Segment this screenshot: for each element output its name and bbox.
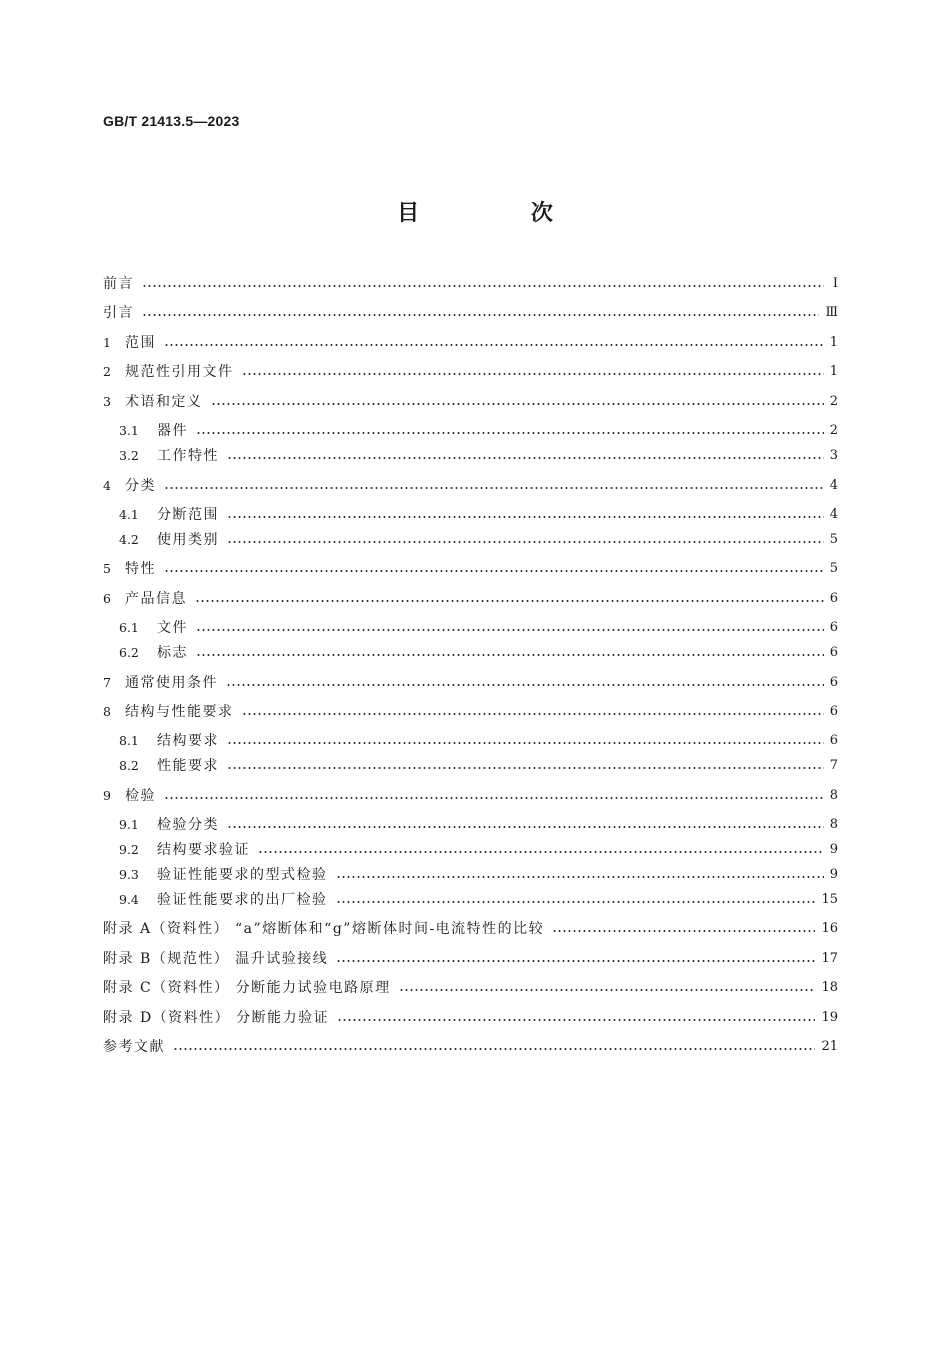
toc-entry[interactable] [103, 587, 838, 611]
toc-entry[interactable] [119, 863, 838, 887]
toc-entry-label: 产品信息 [125, 591, 187, 607]
toc-leader-dots [227, 826, 824, 828]
toc-entry-number: 4.2 [119, 532, 139, 547]
toc-entry-label: 验证性能要求的型式检验 [157, 867, 328, 883]
toc-leader-dots [337, 1019, 815, 1021]
toc-leader-dots [552, 930, 815, 932]
toc-entry-page: 6 [829, 591, 838, 606]
toc-entry[interactable] [103, 700, 838, 724]
toc-entry-label: 分断范围 [157, 507, 219, 523]
toc-entry[interactable] [119, 419, 838, 443]
toc-entry-page: 9 [829, 867, 838, 882]
toc-entry[interactable] [103, 671, 838, 695]
toc-entry-label: 文件 [157, 620, 188, 636]
toc-leader-dots [196, 654, 824, 656]
toc-entry-label: 术语和定义 [125, 394, 203, 410]
toc-leader-dots [242, 373, 824, 375]
toc-entry-page: 15 [821, 892, 838, 907]
toc-entry-page: 2 [829, 423, 838, 438]
toc-leader-dots [142, 285, 824, 287]
toc-leader-dots [195, 600, 824, 602]
toc-entry-label: 使用类别 [157, 532, 219, 548]
toc-leader-dots [227, 457, 824, 459]
toc-leader-dots [227, 767, 824, 769]
toc-leader-dots [399, 989, 816, 991]
toc-entry-page: 19 [821, 1010, 838, 1025]
toc-leader-dots [164, 570, 824, 572]
toc-entry-page: 6 [829, 704, 838, 719]
toc-leader-dots [227, 516, 824, 518]
toc-entry[interactable] [103, 360, 838, 384]
toc-entry[interactable] [119, 503, 838, 527]
toc-leader-dots [196, 629, 824, 631]
toc-entry-label: 附录 B（规范性） 温升试验接线 [103, 951, 329, 967]
toc-entry-label: 规范性引用文件 [125, 364, 234, 380]
toc-entry-label: 结构与性能要求 [125, 704, 234, 720]
toc-entry-label: 验证性能要求的出厂检验 [157, 892, 328, 908]
toc-entry-page: 18 [821, 980, 838, 995]
toc-entry-page: 6 [829, 620, 838, 635]
toc-entry-number: 4.1 [119, 507, 139, 522]
toc-entry-page: 5 [829, 532, 838, 547]
toc-entry-page: 1 [829, 364, 838, 379]
toc-leader-dots [164, 344, 824, 346]
toc-entry-number: 2 [103, 364, 111, 379]
toc-leader-dots [226, 684, 824, 686]
toc-entry[interactable] [119, 813, 838, 837]
toc-leader-dots [196, 432, 824, 434]
toc-leader-dots [227, 541, 824, 543]
toc-entry-page: 6 [829, 733, 838, 748]
toc-entry-number: 4 [103, 478, 111, 493]
toc-entry-page: 7 [829, 758, 838, 773]
toc-entry[interactable] [119, 888, 838, 912]
toc-entry-number: 6.2 [119, 645, 139, 660]
toc-leader-dots [164, 797, 824, 799]
toc-entry-number: 3 [103, 394, 111, 409]
toc-entry-label: 性能要求 [157, 758, 219, 774]
toc-entry[interactable] [119, 528, 838, 552]
toc-entry-page: 8 [829, 817, 838, 832]
toc-entry-number: 9.3 [119, 867, 139, 882]
toc-leader-dots [242, 713, 824, 715]
toc-entry-number: 3.1 [119, 423, 139, 438]
toc-entry[interactable] [103, 474, 838, 498]
toc-entry[interactable] [103, 301, 838, 325]
toc-entry[interactable] [119, 729, 838, 753]
toc-entry[interactable] [119, 838, 838, 862]
toc-leader-dots [227, 742, 824, 744]
toc-entry-label: 分类 [125, 478, 156, 494]
toc-entry-label: 标志 [157, 645, 188, 661]
toc-entry-page: 6 [829, 645, 838, 660]
toc-entry-number: 8 [103, 704, 111, 719]
toc-entry-number: 9.1 [119, 817, 139, 832]
toc-entry-page: 8 [829, 788, 838, 803]
toc-entry-page: 2 [829, 394, 838, 409]
toc-entry-number: 3.2 [119, 448, 139, 463]
toc-entry-label: 附录 D（资料性） 分断能力验证 [103, 1010, 330, 1026]
toc-entry-label: 范围 [125, 335, 156, 351]
standard-number: GB/T 21413.5—2023 [103, 113, 240, 129]
toc-entry-number: 9 [103, 788, 111, 803]
toc-entry-page: 4 [829, 507, 838, 522]
toc-entry[interactable] [103, 784, 838, 808]
toc-entry-page: 1 [829, 335, 838, 350]
toc-leader-dots [164, 487, 824, 489]
toc-entry-page: 6 [829, 675, 838, 690]
toc-leader-dots [336, 901, 816, 903]
toc-entry[interactable] [103, 1035, 838, 1059]
toc-leader-dots [173, 1048, 815, 1050]
toc-leader-dots [336, 960, 815, 962]
toc-entry[interactable] [119, 444, 838, 468]
toc-leader-dots [142, 314, 819, 316]
toc-entry-number: 9.4 [119, 892, 139, 907]
toc-leader-dots [258, 851, 824, 853]
toc-entry-page: 4 [829, 478, 838, 493]
toc-leader-dots [211, 403, 824, 405]
toc-entry-page: 17 [821, 951, 838, 966]
toc-entry-label: 前言 [103, 276, 134, 292]
toc-entry-page: 5 [829, 561, 838, 576]
toc-entry[interactable] [103, 557, 838, 581]
toc-entry-page: Ⅲ [825, 305, 838, 320]
toc-entry-number: 8.2 [119, 758, 139, 773]
toc-entry-label: 检验分类 [157, 817, 219, 833]
toc-entry-label: 参考文献 [103, 1039, 165, 1055]
toc-entry-page: 21 [821, 1039, 838, 1054]
toc-entry-number: 7 [103, 675, 111, 690]
toc-entry-label: 结构要求 [157, 733, 219, 749]
toc-entry-page: 9 [829, 842, 838, 857]
toc-entry[interactable] [103, 272, 838, 296]
toc-entry-number: 1 [103, 335, 111, 350]
toc-entry[interactable] [119, 754, 838, 778]
toc-entry-page: Ⅰ [832, 276, 838, 291]
toc-entry-number: 5 [103, 561, 111, 576]
toc-entry[interactable] [103, 331, 838, 355]
toc-entry-label: 通常使用条件 [125, 675, 218, 691]
toc-entry-label: 特性 [125, 561, 156, 577]
toc-entry-label: 检验 [125, 788, 156, 804]
toc-entry-label: 引言 [103, 305, 134, 321]
toc-entry[interactable] [103, 1006, 838, 1030]
toc-entry-label: 结构要求验证 [157, 842, 250, 858]
toc-entry-number: 6 [103, 591, 111, 606]
toc-entry[interactable] [103, 947, 838, 971]
toc-entry-label: 附录 A（资料性） “a”熔断体和“g”熔断体时间-电流特性的比较 [103, 921, 545, 937]
toc-entry[interactable] [103, 390, 838, 414]
toc-entry-number: 6.1 [119, 620, 139, 635]
toc-entry-page: 3 [829, 448, 838, 463]
toc-entry-number: 9.2 [119, 842, 139, 857]
toc-entry[interactable] [119, 641, 838, 665]
toc-entry-label: 工作特性 [157, 448, 219, 464]
page-title: 目 次 [397, 201, 605, 226]
toc-entry[interactable] [103, 917, 838, 941]
toc-entry-page: 16 [821, 921, 838, 936]
toc-entry-label: 附录 C（资料性） 分断能力试验电路原理 [103, 980, 391, 996]
toc-entry-label: 器件 [157, 423, 188, 439]
toc-leader-dots [336, 876, 824, 878]
toc-entry[interactable] [103, 976, 838, 1000]
toc-entry[interactable] [119, 616, 838, 640]
toc-entry-number: 8.1 [119, 733, 139, 748]
